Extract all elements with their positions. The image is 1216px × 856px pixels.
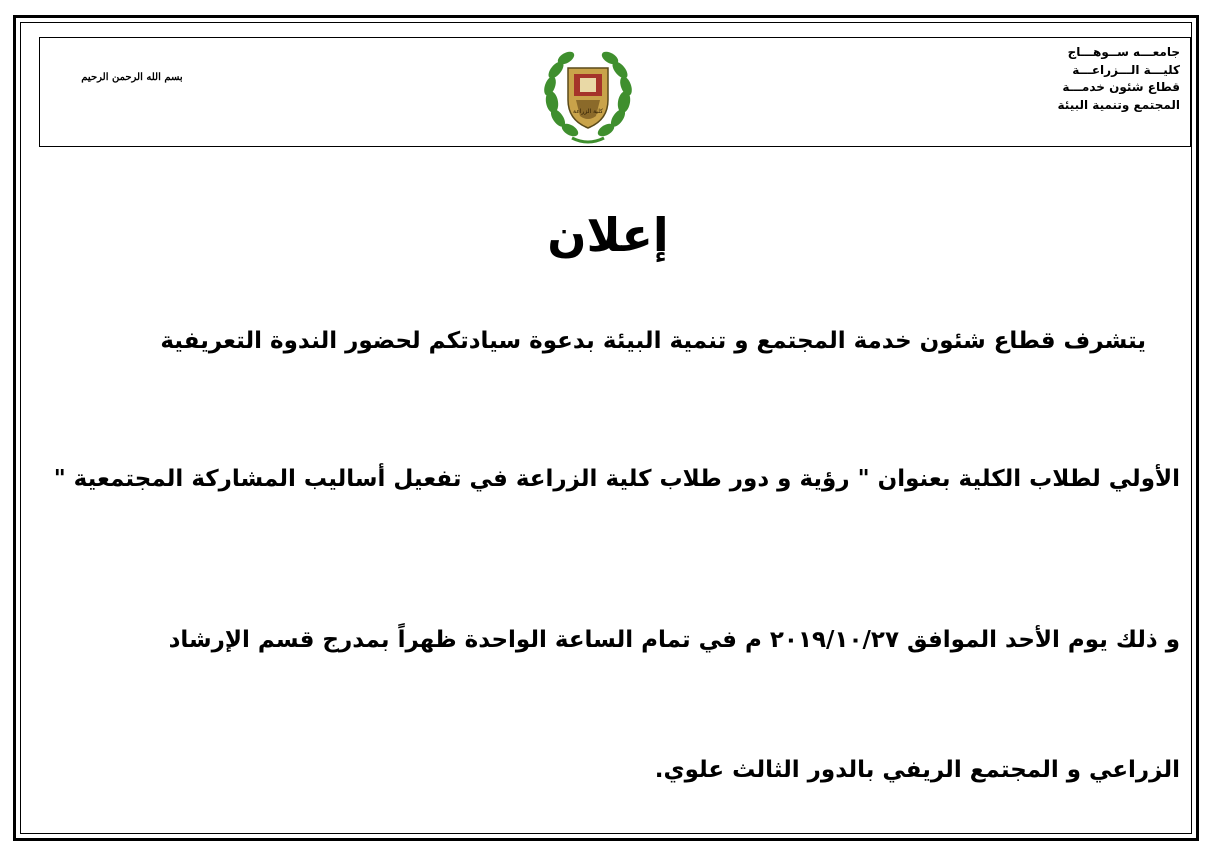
- body-line-1: يتشرف قطاع شئون خدمة المجتمع و تنمية البيئة بدعوة سيادتكم لحضور الندوة التعريفية: [160, 328, 1146, 354]
- faculty-name: كليـــة الـــزراعـــة: [1072, 62, 1180, 77]
- body-line-2-prefix: الأولي لطلاب الكلية بعنوان: [869, 466, 1180, 492]
- basmala: بسم الله الرحمن الرحيم: [81, 72, 183, 83]
- document-title: إعلان: [547, 208, 669, 262]
- sector-name-line2: المجتمع وتنمية البيئة: [1057, 97, 1180, 112]
- body-line-2: [54, 466, 1180, 492]
- university-name: جامعـــه ســوهـــاج: [1067, 45, 1180, 59]
- seminar-title: " رؤية و دور طلاب كلية الزراعة في تفعيل أساليب المشاركة المجتمعية ": [53, 466, 870, 492]
- body-line-4: الزراعي و المجتمع الريفي بالدور الثالث علوي.: [654, 757, 1180, 783]
- faculty-logo: [532, 42, 644, 148]
- sector-name-line1: قطاع شئون خدمـــة: [1062, 80, 1180, 94]
- body-line-3: و ذلك يوم الأحد الموافق ٢٠١٩/١٠/٢٧ م في تمام الساعة الواحدة ظهراً بمدرج قسم الإرشاد: [168, 627, 1180, 653]
- shield-emblem-icon: [568, 68, 608, 128]
- logo-caption: كلية الزراعة: [573, 108, 603, 115]
- letterhead-organization: [1000, 44, 1180, 114]
